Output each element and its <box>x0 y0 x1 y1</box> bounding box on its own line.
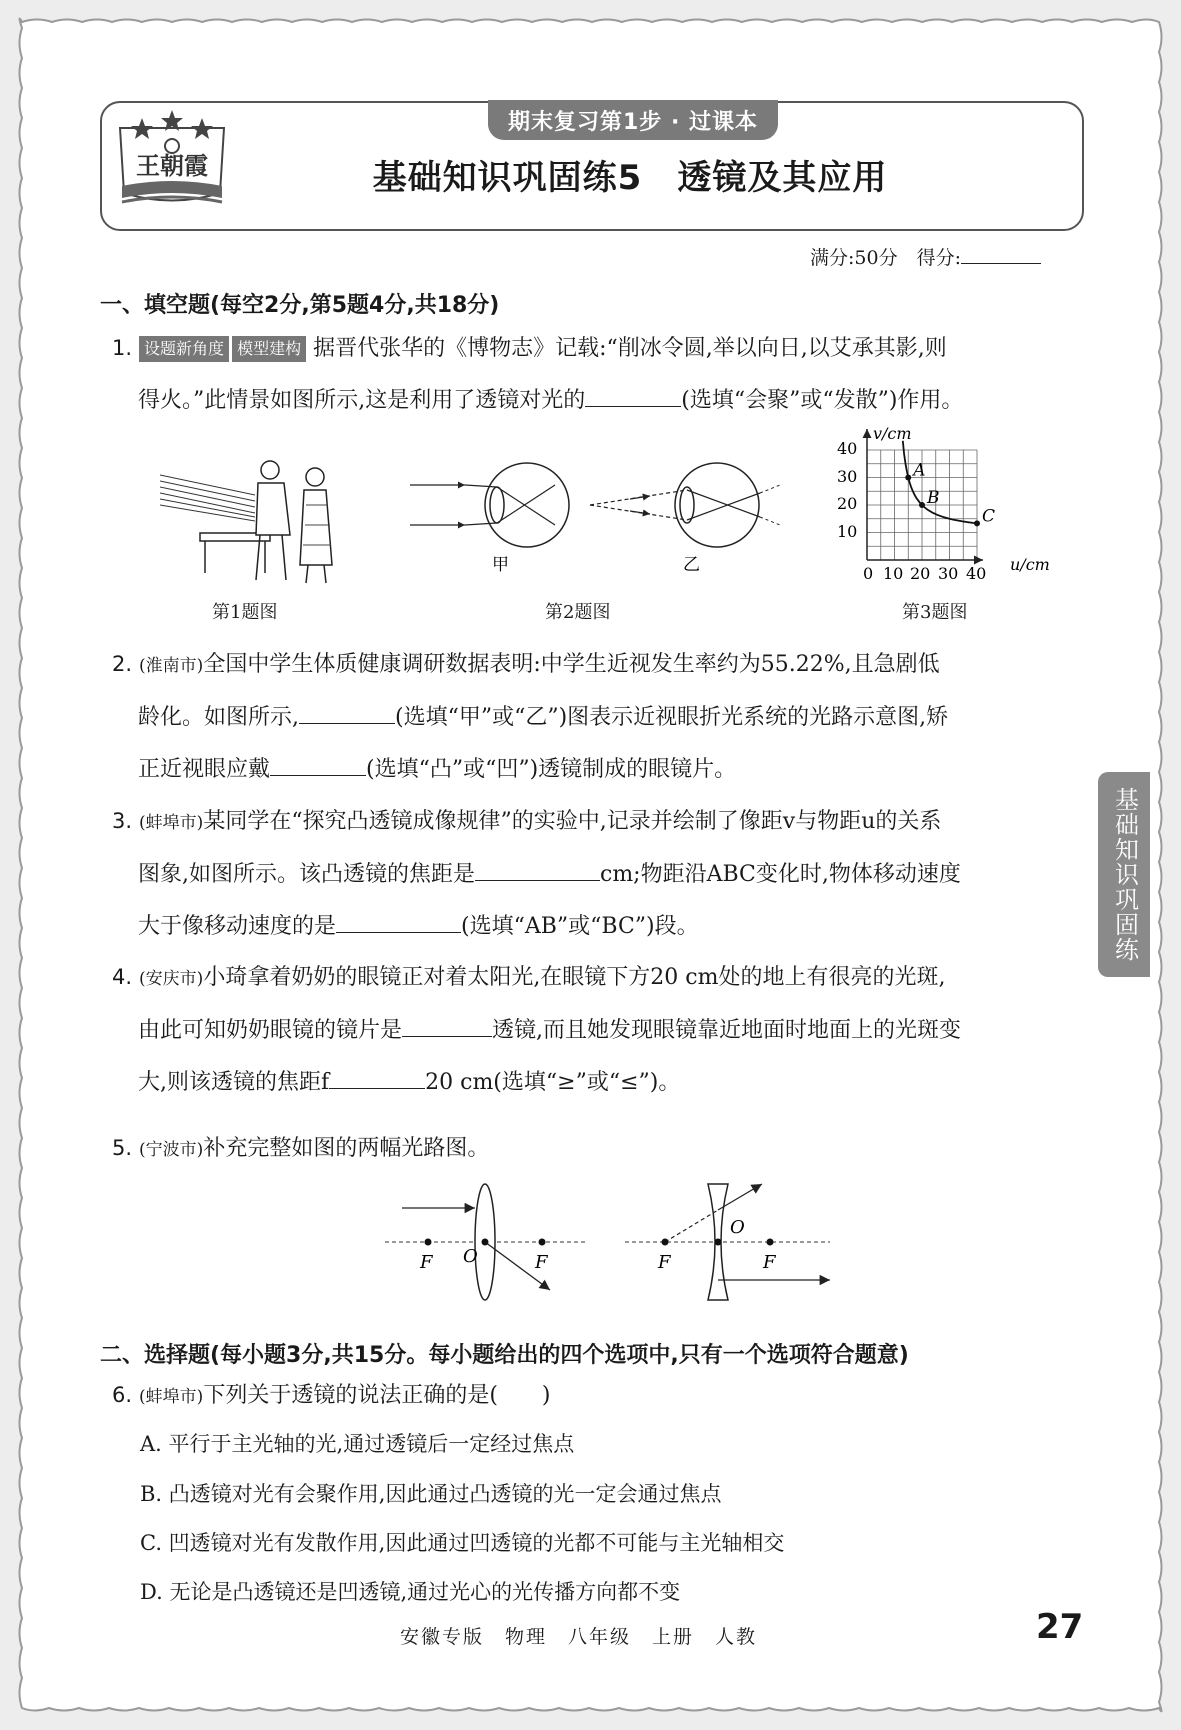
q2-blank-1[interactable] <box>299 701 395 724</box>
q5-line1: 补充完整如图的两幅光路图。 <box>203 1136 490 1161</box>
label-o-2: O <box>730 1217 745 1238</box>
q2-line2b: (选填“甲”或“乙”)图表示近视眼折光系统的光路示意图,矫 <box>395 705 949 730</box>
point-A <box>905 475 911 481</box>
point-label-C: C <box>982 506 996 527</box>
question-source: (安庆市) <box>139 969 204 989</box>
question-2 <box>112 638 1082 796</box>
question-1 <box>112 322 1082 427</box>
q3-line3a: 大于像移动速度的是 <box>138 914 337 939</box>
q3-blank-2[interactable] <box>336 910 461 933</box>
question-3 <box>112 795 1082 953</box>
question-number: 2. <box>112 652 133 676</box>
step-tab: 期末复习第1步 · 过课本 <box>488 100 778 140</box>
q1-line1: 据晋代张华的《博物志》记载:“削冰令圆,举以向日,以艾承其影,则 <box>313 336 947 361</box>
x-tick-0: 0 <box>863 564 874 583</box>
point-B <box>919 502 925 508</box>
side-tab: 基础知识巩固练 <box>1098 772 1150 977</box>
score-blank[interactable] <box>961 244 1041 264</box>
point-label-A: A <box>913 460 926 481</box>
label-yi: 乙 <box>683 555 700 575</box>
figure-5-ray-diagrams <box>380 1180 840 1305</box>
y-tick-10: 10 <box>837 522 858 541</box>
question-source: (蚌埠市) <box>139 813 204 833</box>
label-o: O <box>463 1246 478 1267</box>
q4-line3b: 20 cm(选填“≥”或“≤”)。 <box>425 1070 681 1095</box>
page-title: 基础知识巩固练5 透镜及其应用 <box>372 158 888 198</box>
footer-text: 安徽专版 物理 八年级 上册 人教 <box>400 1626 758 1648</box>
score-text: 满分:50分 得分: <box>810 247 961 269</box>
eye-yi <box>590 463 780 575</box>
figure-1-ice-lens <box>160 455 350 585</box>
question-number: 4. <box>112 965 133 989</box>
q4-line2a: 由此可知奶奶眼镜的镜片是 <box>138 1018 403 1043</box>
concave-lens-diagram <box>625 1184 830 1300</box>
x-tick-20: 20 <box>910 564 931 583</box>
logo-text: 王朝霞 <box>136 151 208 180</box>
q2-line3a: 正近视眼应戴 <box>138 757 271 782</box>
y-tick-20: 20 <box>837 494 858 513</box>
q3-line3b: (选填“AB”或“BC”)段。 <box>461 914 699 939</box>
convex-lens-diagram <box>385 1184 585 1300</box>
point-label-B: B <box>927 488 940 508</box>
label-f-left-2: F <box>658 1252 671 1273</box>
score-line <box>810 243 1041 270</box>
q1-line2b: (选填“会聚”或“发散”)作用。 <box>681 388 964 413</box>
q2-line2a: 龄化。如图所示, <box>138 705 299 730</box>
q6-stem: 下列关于透镜的说法正确的是( ) <box>203 1383 551 1408</box>
question-number: 3. <box>112 809 133 833</box>
q2-blank-2[interactable] <box>270 753 366 776</box>
q4-blank-2[interactable] <box>329 1066 425 1089</box>
label-f-right: F <box>535 1252 548 1273</box>
section-1-title: 一、填空题(每空2分,第5题4分,共18分) <box>100 293 500 318</box>
figure-2-eyes <box>405 455 785 575</box>
label-f-left: F <box>420 1252 433 1273</box>
vu-curve <box>903 441 977 524</box>
page-number: 27 <box>1036 1607 1084 1647</box>
q3-blank-1[interactable] <box>475 858 600 881</box>
q3-line1: 某同学在“探究凸透镜成像规律”的实验中,记录并绘制了像距v与物距u的关系 <box>203 809 942 834</box>
label-jia: 甲 <box>492 555 509 575</box>
q4-blank-1[interactable] <box>402 1014 492 1037</box>
q2-line3b: (选填“凸”或“凹”)透镜制成的眼镜片。 <box>366 757 737 782</box>
label-f-right-2: F <box>763 1252 776 1273</box>
figure-2-caption: 第2题图 <box>545 602 611 623</box>
option-a[interactable]: A. 平行于主光轴的光,通过透镜后一定经过焦点 <box>140 1432 575 1456</box>
question-5 <box>112 1122 1082 1176</box>
question-source: (淮南市) <box>139 656 204 676</box>
tag-model: 模型建构 <box>232 336 306 362</box>
question-number: 6. <box>112 1383 133 1407</box>
figure-1-caption: 第1题图 <box>212 602 278 623</box>
figure-3-caption: 第3题图 <box>902 602 968 623</box>
q3-line2b: cm;物距沿ABC变化时,物体移动速度 <box>600 862 961 887</box>
q3-line2a: 图象,如图所示。该凸透镜的焦距是 <box>138 862 475 887</box>
question-number: 5. <box>112 1136 133 1160</box>
option-c[interactable]: C. 凹透镜对光有发散作用,因此通过凹透镜的光都不可能与主光轴相交 <box>140 1531 785 1555</box>
q4-line3a: 大,则该透镜的焦距f <box>138 1070 330 1095</box>
q4-line1: 小琦拿着奶奶的眼镜正对着太阳光,在眼镜下方20 cm处的地上有很亮的光斑, <box>203 965 946 990</box>
point-C <box>974 520 980 526</box>
q4-line2b: 透镜,而且她发现眼镜靠近地面时地面上的光斑变 <box>492 1018 962 1043</box>
question-source: (宁波市) <box>139 1140 204 1160</box>
eye-jia <box>410 463 569 575</box>
question-4 <box>112 951 1082 1109</box>
y-tick-30: 30 <box>837 467 858 486</box>
q2-line1: 全国中学生体质健康调研数据表明:中学生近视发生率约为55.22%,且急剧低 <box>203 652 940 677</box>
figure-3-graph <box>835 425 1070 590</box>
x-tick-10: 10 <box>883 564 904 583</box>
option-b[interactable]: B. 凸透镜对光有会聚作用,因此通过凸透镜的光一定会通过焦点 <box>140 1482 722 1506</box>
x-tick-40: 40 <box>966 564 987 583</box>
x-tick-30: 30 <box>938 564 959 583</box>
q1-blank[interactable] <box>585 384 681 407</box>
question-6 <box>112 1369 1082 1423</box>
q1-line2a: 得火。”此情景如图所示,这是利用了透镜对光的 <box>138 388 586 413</box>
x-axis-label: u/cm <box>1010 555 1050 574</box>
section-2-title: 二、选择题(每小题3分,共15分。每小题给出的四个选项中,只有一个选项符合题意) <box>100 1343 909 1368</box>
question-number: 1. <box>112 336 133 360</box>
publisher-logo <box>112 108 232 218</box>
y-tick-40: 40 <box>837 439 858 458</box>
question-source: (蚌埠市) <box>139 1387 204 1407</box>
y-axis-label: v/cm <box>873 425 912 443</box>
option-d[interactable]: D. 无论是凸透镜还是凹透镜,通过光心的光传播方向都不变 <box>140 1580 681 1604</box>
tag-new-angle: 设题新角度 <box>139 336 229 362</box>
